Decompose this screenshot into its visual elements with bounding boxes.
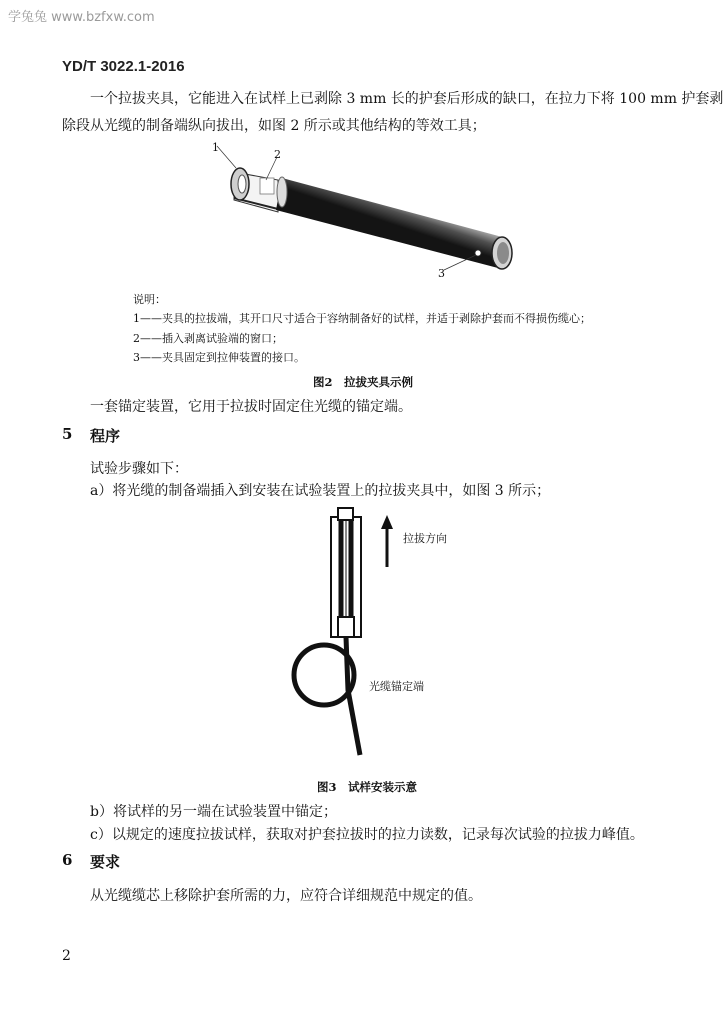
figure2-label-2: 2: [274, 148, 281, 161]
figure3-caption: 图3 试样安装示意: [317, 780, 418, 794]
figure2-label-3: 3: [438, 267, 445, 280]
section5-step-c: c）以规定的速度拉拔试样，获取对护套拉拔时的拉力读数，记录每次试验的拉拔力峰值。: [90, 827, 644, 843]
figure2-caption: 图2 拉拔夹具示例: [313, 375, 414, 389]
para2: 一套锚定装置，它用于拉拔时固定住光缆的锚定端。: [90, 399, 412, 415]
fixture-tube-cap-inner: [497, 242, 509, 264]
para1-line1: 一个拉拔夹具，它能进入在试样上已剥除 3 mm 长的护套后形成的缺口，在拉力下将 100 mm 护套剥: [90, 91, 724, 107]
section5-step-a: a）将光缆的制备端插入到安装在试验装置上的拉拔夹具中，如图 3 所示；: [90, 483, 551, 499]
fig3-pull-arrow-head: [381, 515, 393, 529]
figure3-pull-direction-label: 拉拔方向: [403, 532, 447, 545]
section6-title: 要求: [90, 853, 121, 871]
figure2-legend-item-1: 1——夹具的拉拔端，其开口尺寸适合于容纳制备好的试样，并适于剥除护套而不得损伤缆心；: [133, 312, 591, 325]
fixture-window: [260, 178, 274, 194]
fig3-sleeve: [338, 617, 354, 637]
leader-line-1: [217, 146, 236, 168]
figure2-label-1: 1: [212, 141, 219, 154]
fixture-tube: [276, 178, 506, 268]
standard-number: YD/T 3022.1-2016: [62, 58, 185, 75]
figure2-fixture-drawing: [200, 140, 530, 285]
section5-title: 程序: [90, 427, 121, 445]
section5-step-b: b）将试样的另一端在试验装置中锚定；: [90, 804, 337, 820]
section6-number: 6: [62, 851, 73, 869]
para1-line2: 除段从光缆的制备端纵向拔出，如图 2 所示或其他结构的等效工具；: [62, 118, 486, 134]
fig3-top-clamp: [338, 508, 353, 520]
fixture-pull-end-hole: [238, 175, 246, 193]
section6-text: 从光缆缆芯上移除护套所需的力，应符合详细规范中规定的值。: [90, 888, 482, 904]
watermark: 学兔兔 www.bzfxw.com: [8, 10, 155, 25]
section5-intro: 试验步骤如下：: [90, 461, 188, 477]
figure2-legend-item-2: 2——插入剥离试验端的窗口；: [133, 332, 283, 345]
fixture-tube-end: [277, 177, 287, 207]
figure2-legend-item-3: 3——夹具固定到拉伸装置的接口。: [133, 351, 305, 364]
page-number: 2: [62, 948, 71, 964]
section5-number: 5: [62, 425, 73, 443]
figure2-legend-title: 说明：: [133, 293, 166, 306]
figure3-anchor-label: 光缆锚定端: [369, 680, 424, 693]
